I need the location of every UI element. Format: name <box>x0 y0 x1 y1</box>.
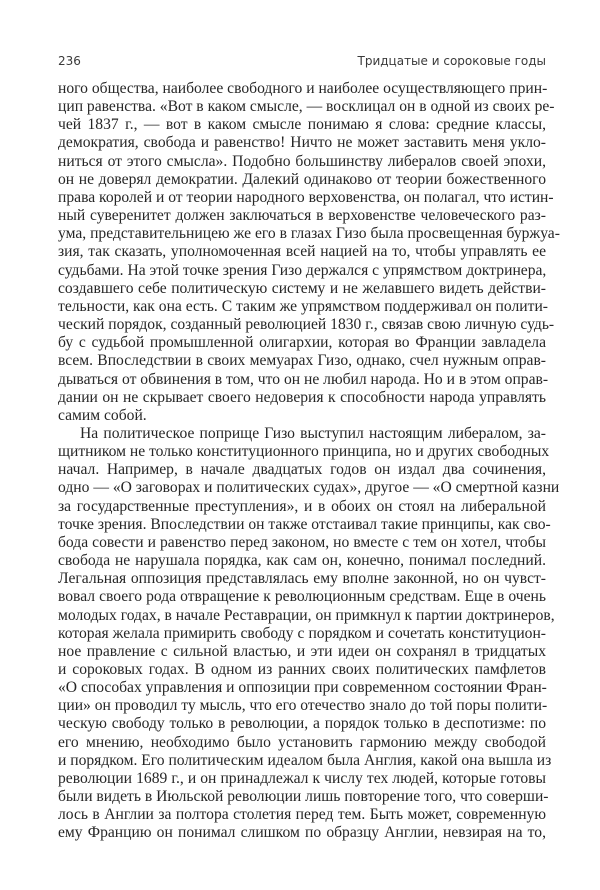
text-line: вовал своего рода отвращение к революционным средствам. Еще в очень <box>58 588 546 606</box>
text-line: ный суверенитет должен заключаться в верховенстве человеческого раз- <box>58 207 546 225</box>
text-line: его мнению, необходимо было установить гармонию между свободой <box>58 733 546 751</box>
running-title: Тридцатые и сороковые годы <box>357 54 546 68</box>
text-line: чей 1837 г., — вот в каком смысле понимаю я слова: средние классы, <box>58 116 546 134</box>
text-line: судьбами. На этой точке зрения Гизо держался с упрямством доктринера, <box>58 261 547 279</box>
text-line: и сороковых годах. В одном из ранних своих политических памфлетов <box>58 661 546 678</box>
text-line: и порядком. Его политическим идеалом была Англия, какой она вышла из <box>58 751 552 769</box>
text-line: цип равенства. «Вот в каком смысле, — восклицал он в одной из своих ре- <box>58 98 555 116</box>
text-line: ниться от этого смысла». Подобно большинству либералов своей эпохи, <box>58 152 546 170</box>
text-line: «О способах управления и оппозиции при современном состоянии Фран- <box>58 679 547 697</box>
text-line: ему Францию он понимал слишком по образцу Англии, невзирая на то, <box>58 824 546 842</box>
text-line: демократия, свобода и равенство! Ничто не может заставить меня укло- <box>58 134 546 152</box>
text-line: ческую свободу только в революции, а порядок только в деспотизме: по <box>58 715 546 733</box>
text-line: ции» он проводил ту мысль, что его отечество знало до той поры полити- <box>58 697 548 715</box>
paragraph <box>58 424 560 843</box>
text-line: бода совести и равенство перед законом, но вместе с тем он хотел, чтобы <box>58 533 546 551</box>
text-line: за государственные преступления», и в обоих он стоял на либеральной <box>58 497 546 515</box>
text-line: ческий порядок, созданный революцией 1830 г., связав свою личную судь- <box>58 316 555 334</box>
text-line: бу с судьбой промышленной олигархии, которая во Франции завладела <box>58 334 546 352</box>
text-line: самим собой. <box>58 406 147 424</box>
text-line: ума, представительницею же его в глазах Гизо была просвещенная буржуа- <box>58 225 560 243</box>
text-line: свобода не нарушала порядка, как сам он, конечно, понимал последний. <box>58 552 546 570</box>
text-line: дании он не скрывает своего недоверия к способности народа управлять <box>58 388 546 406</box>
text-line: тельности, как она есть. С таким же упрямством поддерживал он полити- <box>58 297 548 315</box>
running-header <box>58 54 546 70</box>
text-line: одно — «О заговорах и политических судах», другое — «О смертной казни <box>58 479 560 497</box>
text-line: На политическое поприще Гизо выступил настоящим либералом, за- <box>80 424 546 442</box>
text-line: начал. Например, в начале двадцатых годов он издал два сочинения, <box>58 461 546 479</box>
text-line: ного общества, наиболее свободного и наиболее осуществляющего прин- <box>58 80 548 97</box>
text-line: дываться от обвинения в том, что он не любил народа. Но и в этом оправ- <box>58 370 549 388</box>
text-line: ное правление с сильной властью, и эти идеи он сохранял в тридцатых <box>58 642 546 660</box>
page-number: 236 <box>58 54 81 68</box>
text-line: революции 1689 г., и он принадлежал к числу тех людей, которые готовы <box>58 769 546 787</box>
text-line: были видеть в Июльской революции лишь повторение того, что соверши- <box>58 788 549 806</box>
text-line: молодых годах, в начале Реставрации, он примкнул к партии доктринеров, <box>58 606 555 624</box>
text-line: создавшего себе политическую систему и не желавшего видеть действи- <box>58 279 546 297</box>
text-line: лось в Англии за полтора столетия перед тем. Быть может, современную <box>58 806 546 824</box>
text-line: он не доверял демократии. Далекий одинаково от теории божественного <box>58 170 546 188</box>
paragraph <box>58 80 560 425</box>
text-line: всем. Впоследствии в своих мемуарах Гизо, однако, счел нужным оправ- <box>58 352 546 370</box>
text-line: которая желала примирить свободу с порядком и сочетать конституцион- <box>58 624 546 642</box>
text-line: права королей и от теории народного верховенства, он полагал, что истин- <box>58 188 554 206</box>
text-line: щитником не только конституционного принципа, но и других свободных <box>58 443 550 461</box>
text-line: Легальная оппозиция представлялась ему вполне законной, но он чувст- <box>58 570 546 588</box>
body-text <box>58 80 560 843</box>
text-line: точке зрения. Впоследствии он также отстаивал такие принципы, как сво- <box>58 515 551 533</box>
text-line: зия, так сказать, уполномоченная всей нацией на то, чтобы управлять ее <box>58 243 546 261</box>
